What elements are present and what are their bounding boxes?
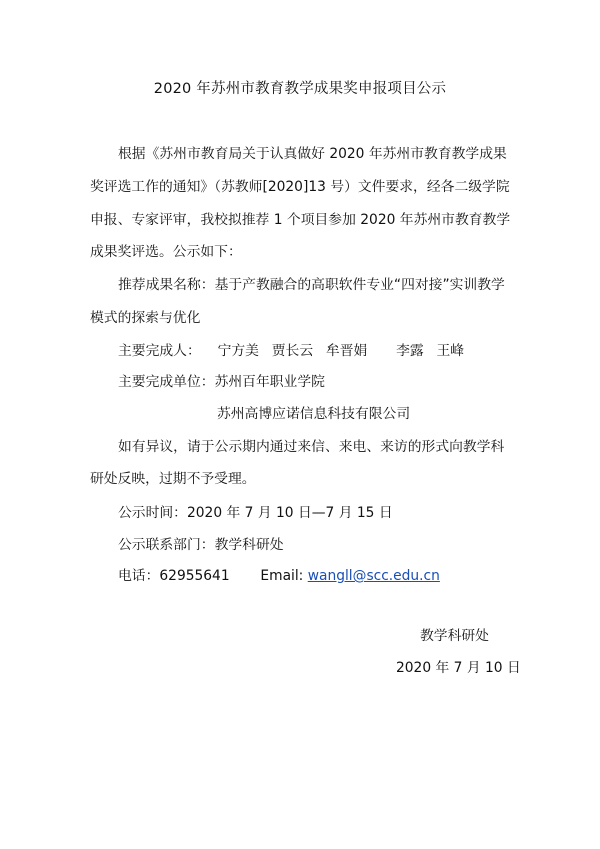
department-row <box>118 535 284 555</box>
completer-name: 宁方美 <box>217 343 259 359</box>
department-value: 教学科研处 <box>214 537 284 553</box>
project-name-line-1: 基于产教融合的高职软件专业“四对接”实训教学 <box>214 277 505 293</box>
completers-row <box>118 341 464 361</box>
period-value: 2020 年 7 月 10 日—7 月 15 日 <box>186 505 393 521</box>
unit-name-1: 苏州百年职业学院 <box>214 374 325 390</box>
project-label: 推荐成果名称： <box>118 277 215 293</box>
page-title: 2020 年苏州市教育教学成果奖申报项目公示 <box>153 81 447 97</box>
units-label: 主要完成单位： <box>118 374 215 390</box>
unit-name-2: 苏州高博应诺信息科技有限公司 <box>217 406 411 422</box>
completer-name: 王峰 <box>436 343 465 359</box>
completer-name: 贾长云 <box>271 343 314 359</box>
department-label: 公示联系部门： <box>118 537 215 553</box>
completer-name: 李露 <box>396 343 424 359</box>
phone-number: 62955641 <box>159 568 230 584</box>
phone-label: 电话： <box>118 568 160 584</box>
period-label: 公示时间： <box>118 505 187 521</box>
objection-line-2: 研处反映，过期不予受理。 <box>90 471 256 487</box>
completer-name: 牟晋娟 <box>325 343 368 359</box>
signature-date: 2020 年 7 月 10 日 <box>396 660 521 676</box>
contact-row <box>118 566 440 586</box>
intro-line-1: 根据《苏州市教育局关于认真做好 2020 年苏州市教育教学成果 <box>118 146 507 162</box>
project-row <box>118 275 505 295</box>
objection-line-1: 如有异议，请于公示期内通过来信、来电、来访的形式向教学科 <box>118 439 505 455</box>
project-name-line-2: 模式的探索与优化 <box>90 310 201 326</box>
signature-office: 教学科研处 <box>420 628 489 644</box>
intro-line-2: 奖评选工作的通知》（苏教师[2020]13 号）文件要求，经各二级学院 <box>90 179 510 195</box>
email-label: Email: <box>260 568 304 584</box>
completers-label: 主要完成人： <box>118 343 201 359</box>
units-row <box>118 372 325 392</box>
period-row <box>118 503 393 523</box>
intro-line-4: 成果奖评选。公示如下： <box>90 244 242 260</box>
email-link[interactable]: wangll@scc.edu.cn <box>307 568 440 584</box>
intro-line-3: 申报、专家评审，我校拟推荐 1 个项目参加 2020 年苏州市教育教学 <box>90 212 511 228</box>
